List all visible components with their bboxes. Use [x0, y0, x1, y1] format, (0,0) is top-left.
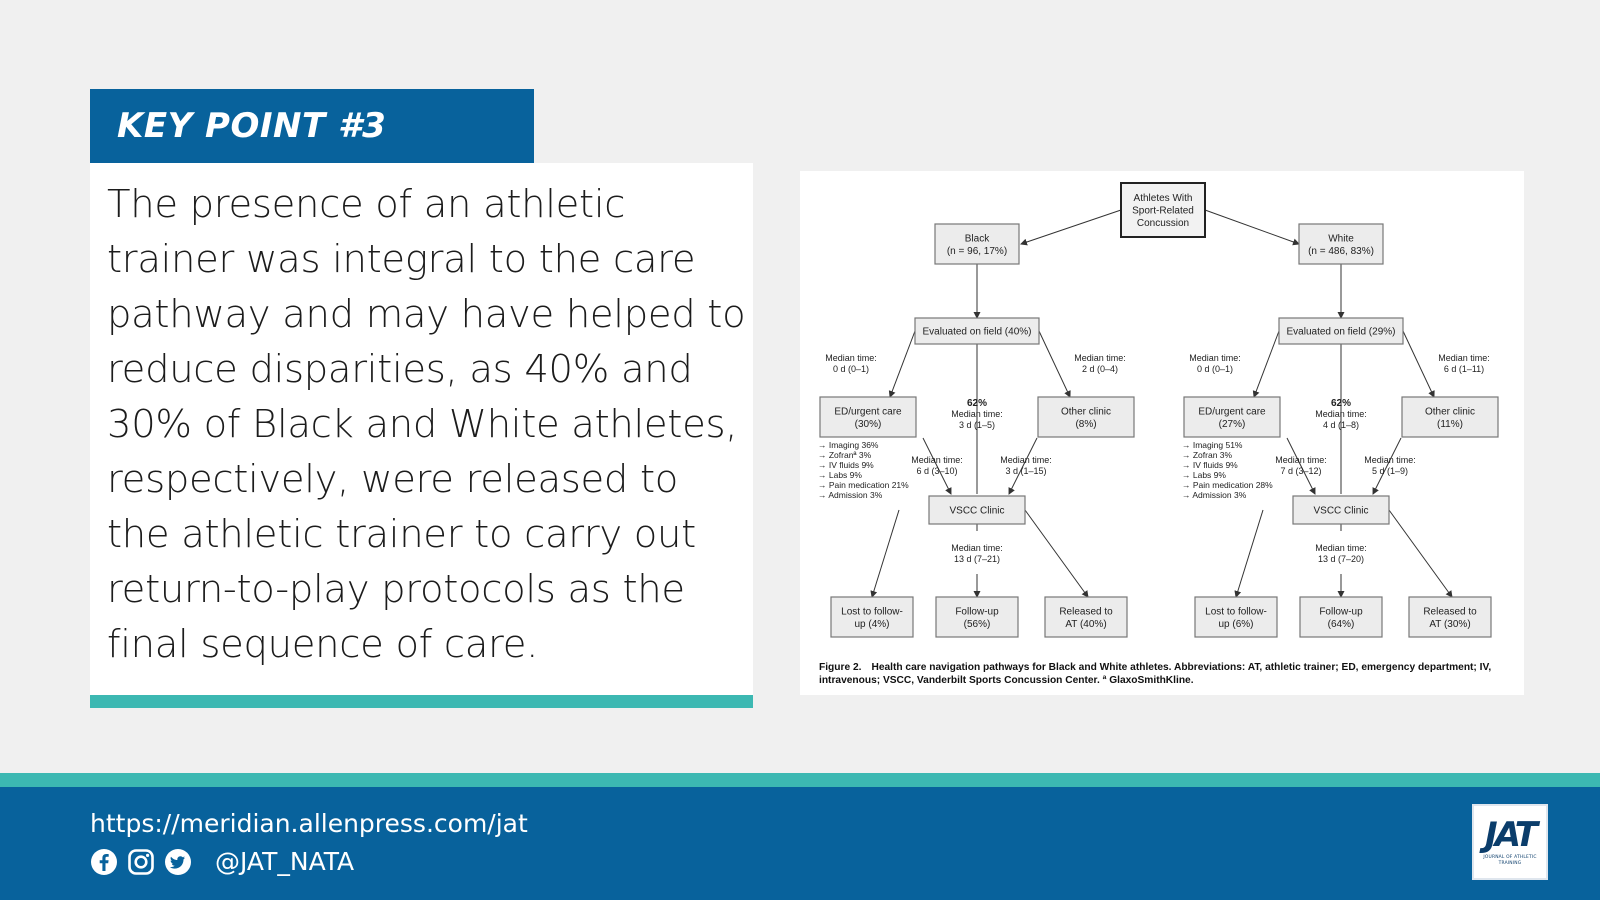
black-ed-node — [820, 397, 916, 437]
key-point-header — [90, 89, 534, 163]
white-lost-node-text: up (6%) — [1218, 618, 1254, 630]
social-links — [90, 847, 354, 876]
flow-arrow — [872, 510, 899, 597]
flow-arrow — [1254, 331, 1279, 397]
black-followup-node-text: Follow-up — [955, 606, 999, 618]
black-released-node-text: Released to — [1059, 606, 1113, 618]
white-lost-node — [1195, 597, 1277, 637]
white-released-node-text: Released to — [1423, 606, 1477, 618]
black-ed-details: → Zofranª 3% — [818, 450, 872, 460]
black-ed-details: → IV fluids 9% — [818, 460, 874, 470]
white-other-median: Median time: — [1438, 353, 1490, 363]
white-ed-node — [1184, 397, 1280, 437]
black-ed-details: → Labs 9% — [818, 470, 862, 480]
care-pathway-flowchart — [800, 171, 1524, 661]
flow-arrow — [1403, 331, 1434, 397]
black-followup-node — [936, 597, 1018, 637]
white-ed-details: → IV fluids 9% — [1182, 460, 1238, 470]
black-released-node — [1045, 597, 1127, 637]
white-center-pct: 62% — [1330, 398, 1352, 409]
social-handle[interactable]: @JAT_NATA — [215, 847, 355, 876]
black-ed-node-text: ED/urgent care — [834, 406, 902, 418]
black-other-to-vscc: 3 d (1–15) — [1005, 466, 1047, 476]
white-ed-to-vscc: Median time: — [1275, 455, 1327, 465]
key-point-card — [90, 163, 753, 695]
black-other-node-text: (8%) — [1075, 418, 1097, 430]
figure-caption-text: Health care navigation pathways for Black and White athletes. Abbreviations: AT, athletic trainer; ED, emergency department; IV, intravenous; VSCC, Vanderbilt Sports Concussion Center. ª GlaxoSmithKline. — [819, 662, 1492, 686]
black-other-node — [1038, 397, 1134, 437]
black-ed-node-text: (30%) — [854, 418, 882, 430]
black-other-median: Median time: — [1074, 353, 1126, 363]
white-vscc-median: Median time: — [1315, 543, 1367, 553]
white-ed-node-text: ED/urgent care — [1198, 406, 1266, 418]
black-ed-to-vscc: 6 d (3–10) — [916, 466, 958, 476]
white-ed-node-text: (27%) — [1218, 418, 1246, 430]
white-followup-node-text: (64%) — [1327, 618, 1355, 630]
footer — [0, 787, 1600, 900]
black-center-pct: 62% — [966, 398, 988, 409]
black-ed-median: 0 d (0–1) — [832, 364, 870, 374]
white-evaluated-node-text: Evaluated on field (29%) — [1286, 326, 1396, 338]
black-ed-to-vscc: Median time: — [911, 455, 963, 465]
black-vscc-node-text: VSCC Clinic — [949, 505, 1005, 517]
black-vscc-node — [929, 496, 1025, 524]
black-released-node-text: AT (40%) — [1065, 618, 1107, 630]
black-group-node-text: Black — [964, 233, 990, 245]
flow-arrow — [1205, 210, 1299, 244]
white-other-node-text: Other clinic — [1424, 406, 1476, 418]
black-followup-node-text: (56%) — [963, 618, 991, 630]
white-group-node-text: (n = 486, 83%) — [1308, 245, 1374, 257]
journal-url[interactable]: https://meridian.allenpress.com/jat — [90, 809, 528, 838]
white-ed-median: 0 d (0–1) — [1196, 364, 1234, 374]
white-other-to-vscc: 5 d (1–9) — [1371, 466, 1409, 476]
white-other-node — [1402, 397, 1498, 437]
flow-arrow — [1021, 210, 1121, 244]
black-other-median: 2 d (0–4) — [1081, 364, 1119, 374]
black-ed-details: → Imaging 36% — [818, 440, 879, 450]
white-other-median: 6 d (1–11) — [1443, 364, 1485, 374]
black-vscc-median: Median time: — [951, 543, 1003, 553]
black-other-node-text: Other clinic — [1060, 406, 1112, 418]
flow-arrow — [1389, 510, 1452, 597]
footer-accent-stripe — [0, 773, 1600, 787]
key-point-title: KEY POINT #3 — [117, 106, 387, 146]
white-ed-to-vscc: 7 d (3–12) — [1280, 466, 1322, 476]
black-lost-node-text: Lost to follow- — [841, 606, 903, 618]
black-vscc-median: 13 d (7–21) — [953, 554, 1001, 564]
figure-caption-label: Figure 2. — [819, 662, 862, 673]
white-ed-details: → Zofran 3% — [1182, 450, 1233, 460]
white-center-pct: Median time: — [1315, 409, 1367, 419]
white-ed-median: Median time: — [1189, 353, 1241, 363]
white-group-node — [1299, 224, 1383, 264]
flow-arrow — [1025, 510, 1088, 597]
black-evaluated-node — [915, 318, 1039, 344]
flow-arrow — [890, 331, 915, 397]
white-ed-details: → Labs 9% — [1182, 470, 1226, 480]
jat-logo-subtext: JOURNAL OF ATHLETIC TRAINING — [1483, 855, 1537, 866]
white-center-pct: 4 d (1–8) — [1322, 420, 1360, 430]
white-lost-node-text: Lost to follow- — [1205, 606, 1267, 618]
white-released-node-text: AT (30%) — [1429, 618, 1471, 630]
flow-arrow — [1236, 510, 1263, 597]
jat-logo-mark: JAT — [1485, 815, 1535, 855]
root-node — [1121, 183, 1205, 237]
root-node-text: Sport-Related — [1132, 205, 1194, 217]
white-evaluated-node — [1279, 318, 1403, 344]
white-other-to-vscc: Median time: — [1364, 455, 1416, 465]
figure-card — [800, 171, 1524, 695]
instagram-icon[interactable] — [127, 848, 155, 876]
white-group-node-text: White — [1328, 233, 1354, 245]
white-vscc-node — [1293, 496, 1389, 524]
white-followup-node-text: Follow-up — [1319, 606, 1363, 618]
root-node-text: Athletes With — [1133, 193, 1193, 204]
black-group-node-text: (n = 96, 17%) — [946, 245, 1008, 257]
black-ed-details: → Pain medication 21% — [818, 480, 909, 490]
black-group-node — [935, 224, 1019, 264]
white-vscc-node-text: VSCC Clinic — [1313, 505, 1369, 517]
figure-caption — [819, 661, 1509, 687]
black-evaluated-node-text: Evaluated on field (40%) — [922, 326, 1032, 338]
white-ed-details: → Admission 3% — [1182, 490, 1247, 500]
white-followup-node — [1300, 597, 1382, 637]
white-ed-details: → Imaging 51% — [1182, 440, 1243, 450]
white-ed-details: → Pain medication 28% — [1182, 480, 1273, 490]
root-node-text: Concussion — [1136, 218, 1190, 229]
key-point-accent-bar — [90, 695, 753, 708]
flow-arrow — [1039, 331, 1070, 397]
key-point-body: The presence of an athletic trainer was integral to the care pathway and may have helped to reduce disparities, as 40% and 30% of Black and White athletes, respectively, were released to the athletic trainer to carry out return-to-play protocols as the final sequence of care. — [107, 182, 746, 667]
black-ed-details: → Admission 3% — [818, 490, 883, 500]
black-lost-node — [831, 597, 913, 637]
black-lost-node-text: up (4%) — [854, 618, 890, 630]
black-center-pct: 3 d (1–5) — [958, 420, 996, 430]
jat-logo[interactable] — [1472, 804, 1548, 880]
black-center-pct: Median time: — [951, 409, 1003, 419]
white-released-node — [1409, 597, 1491, 637]
white-other-node-text: (11%) — [1437, 418, 1463, 430]
twitter-icon[interactable] — [164, 848, 192, 876]
white-vscc-median: 13 d (7–20) — [1317, 554, 1365, 564]
black-other-to-vscc: Median time: — [1000, 455, 1052, 465]
black-ed-median: Median time: — [825, 353, 877, 363]
facebook-icon[interactable] — [90, 848, 118, 876]
